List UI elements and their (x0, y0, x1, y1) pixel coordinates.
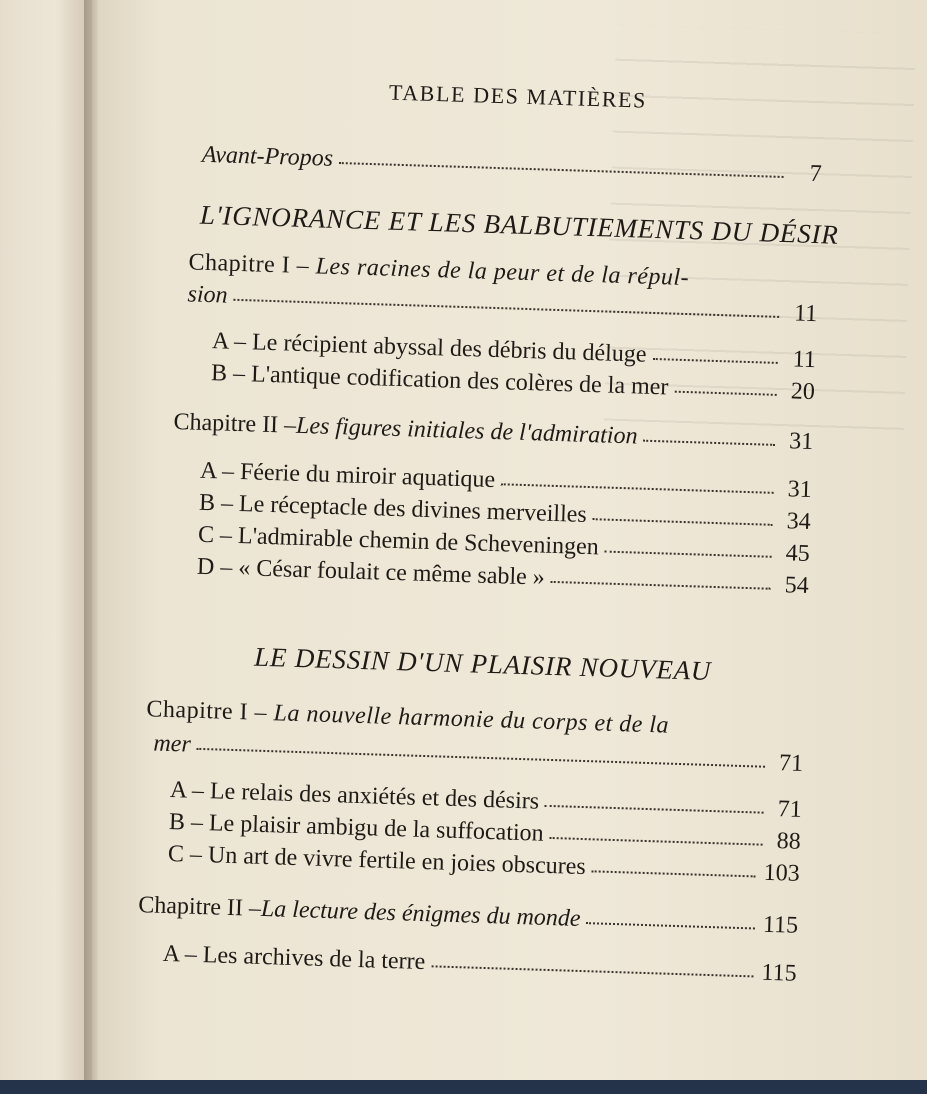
entry-label: A – Le relais des anxiétés et des désirs (169, 777, 540, 815)
toc-entry-avant-propos (202, 142, 823, 188)
dot-leader (501, 481, 774, 494)
page-number: 7 (809, 160, 823, 188)
dot-leader (233, 297, 779, 318)
page-number: 11 (792, 346, 817, 374)
entry-label: C – Un art de vivre fertile en joies obscures (167, 840, 587, 881)
dot-leader (643, 438, 775, 446)
dot-leader (431, 963, 753, 977)
chapter-prefix: Chapitre II – (137, 892, 262, 922)
chapter-prefix: Chapitre I – (188, 249, 317, 280)
dot-leader (586, 920, 755, 929)
entry-label: Avant-Propos (201, 141, 334, 172)
chapter-2-title (173, 409, 814, 456)
part-2-title: LE DESSIN D'UN PLAISIR NOUVEAU (253, 641, 712, 686)
page-title: TABLE DES MATIÈRES (388, 79, 648, 113)
chapter-prefix: Chapitre I – (146, 696, 275, 727)
chapter-title: La lecture des énigmes du monde (260, 895, 581, 932)
entry-label: C – L'admirable chemin de Scheveningen (197, 521, 600, 561)
entry-label: D – « César foulait ce même sable » (196, 553, 546, 591)
entry-label: A – Le récipient abyssal des débris du déluge (211, 328, 647, 368)
page-number: 31 (788, 428, 814, 456)
dot-leader (551, 579, 771, 590)
part-1-title: L'IGNORANCE ET LES BALBUTIEMENTS DU DÉSIR (199, 199, 840, 250)
page-number: 11 (793, 300, 818, 328)
entry-label: A – Féerie du miroir aquatique (199, 457, 496, 494)
dot-leader (593, 516, 773, 526)
dot-leader (592, 868, 756, 877)
chapter-title-continuation: mer (153, 730, 192, 758)
dot-leader (652, 356, 778, 364)
page-number: 103 (763, 859, 801, 887)
dot-leader (339, 160, 784, 178)
page-number: 115 (762, 911, 799, 939)
chapter-title: La nouvelle harmonie du corps et de la (273, 700, 670, 739)
dot-leader (605, 549, 772, 558)
chapter-1-title-line2 (187, 281, 818, 328)
dot-leader (549, 835, 762, 846)
chapter-title: Les racines de la peur et de la répul- (315, 253, 690, 292)
page-number: 54 (784, 572, 810, 599)
dot-leader (674, 389, 777, 396)
dot-leader (197, 746, 766, 768)
page-number: 71 (778, 750, 804, 777)
chapter-title: Les figures initiales de l'admiration (295, 412, 638, 450)
entry-label: B – L'antique codification des colères de la mer (210, 360, 669, 401)
dot-leader (545, 803, 764, 814)
toc-entry (162, 941, 797, 988)
entry-label: B – Le réceptacle des divines merveilles (198, 489, 588, 528)
chapter-title-continuation: sion (187, 281, 228, 309)
page-number: 20 (790, 378, 816, 406)
chapter-1-title-line2 (153, 730, 804, 777)
page-number: 34 (786, 508, 812, 536)
chapter-prefix: Chapitre II – (173, 408, 297, 439)
page-number: 115 (761, 959, 797, 987)
chapter-2-title (138, 892, 799, 940)
entry-label: B – Le plaisir ambigu de la suffocation (168, 809, 545, 847)
page-number: 31 (787, 476, 813, 504)
page-number: 45 (785, 540, 811, 567)
page-number: 71 (777, 796, 803, 823)
page-number: 88 (776, 828, 802, 855)
entry-label: A – Les archives de la terre (162, 940, 426, 976)
